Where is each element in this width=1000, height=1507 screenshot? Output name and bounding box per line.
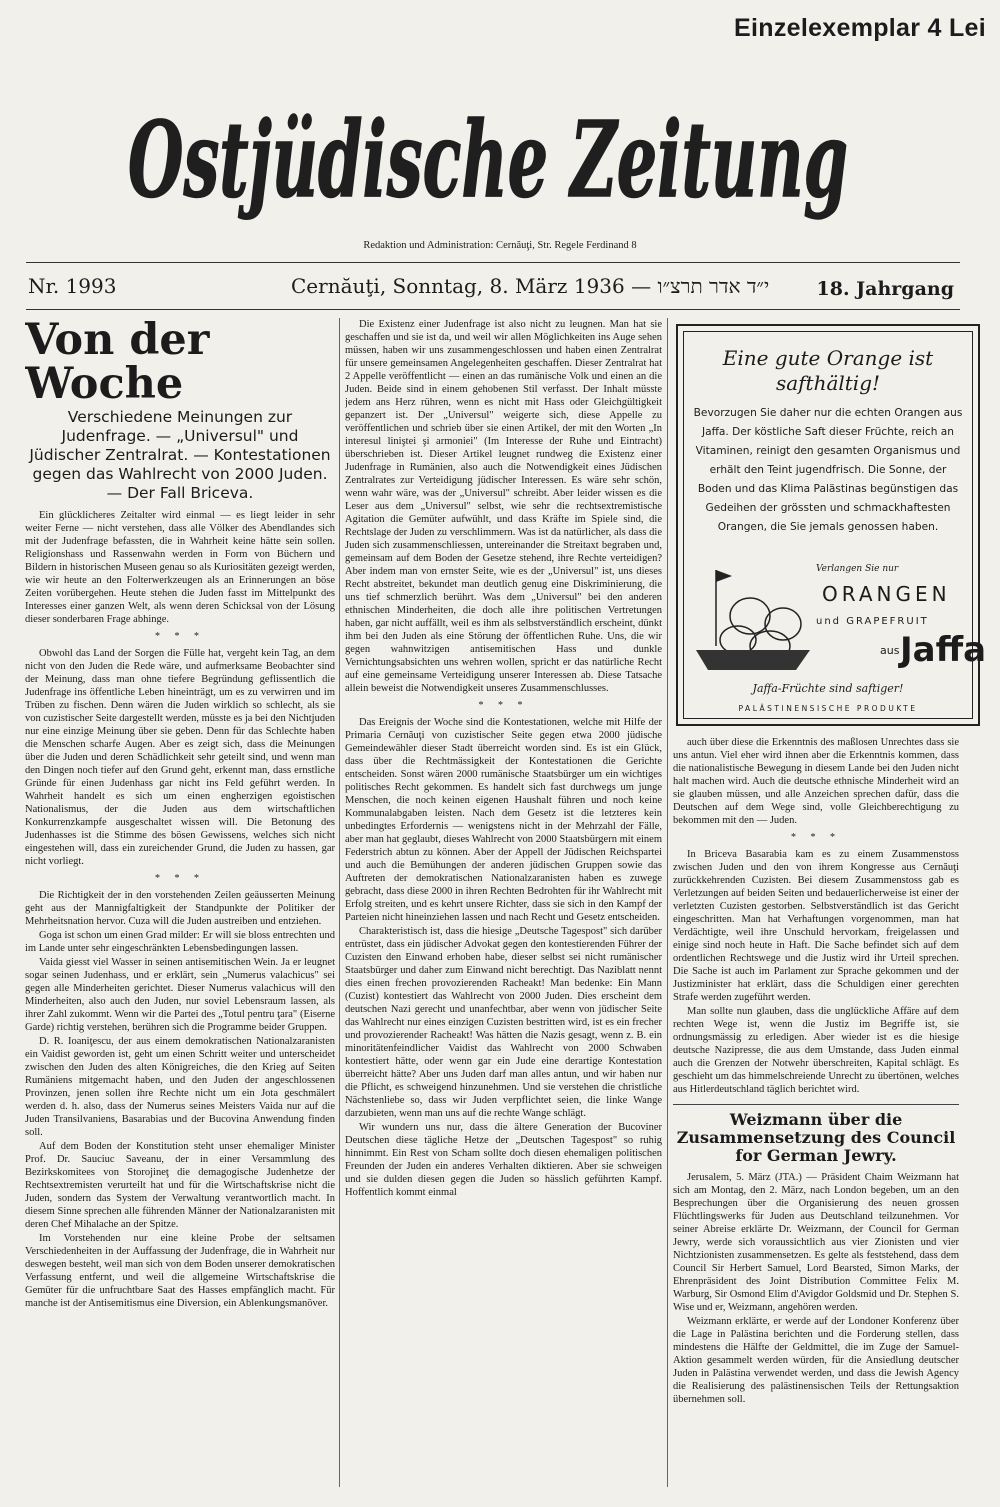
masthead-title	[118, 68, 858, 233]
paragraph: Jerusalem, 5. März (JTA.) — Präsident Chaim Weizmann hat sich am Montag, den 2. März, nach London begeben, um an den Besprechungen über die Organisierung des neuen grossen Flüchtlingswerks für Juden aus Deutschland teilzunehmen. Vor seiner Abreise erklärte Dr. Weizmann, der Council for German Jewry, werde sich voraussichtlich aus vier Zionisten und vier Nichtzionisten zusammensetzen. Es gelte als feststehend, dass dem Council Sir Herbert Samuel, Lord Bearsted, Simon Marks, der Ehrenpräsident des Joint Distribution Committee Felix M. Warburg, Sir Osmond Elim d'Avigdor Goldsmid und Dr. Stephen S. Wise und er, Weizmann, angehören werden.	[673, 1172, 959, 1313]
paragraph: D. R. Ioaniţescu, der aus einem demokratischen Nationalzaranisten ein Vaidist geworden ist, geht um einen Schritt weiter und unterscheidet zwischen den Juden des alten Königreiches, die den Krieg auf Seiten Rumäniens mitgemacht haben, und den Juden der angeschlossenen Provinzen, jenen sollen ihre Rechte nicht um ein Jota geschmälert werden d. h. also, dass der Numerus seines Meisters Vaida nur auf die Juden Transilvaniens, Basarabias und der Bucovina Anwendung finden soll.	[25, 1036, 335, 1138]
article-column-3	[673, 736, 959, 1489]
paragraph: Wir wundern uns nur, dass die ältere Generation der Bucoviner Deutschen diese tägliche Hetze der „Deutschen Tagespost" so ruhig hinnimmt. Ein Rest von Scham sollte doch diesen ehemaligen politischen Freunden der Juden ein anderes Verhalten diktieren. Aber sie schweigen und sie dulden diesen gegen die Juden so hässlich geführten Kampf. Hoffentlich kommt einmal	[345, 1122, 662, 1198]
paragraph: Man sollte nun glauben, dass die unglückliche Affäre auf dem rechten Wege ist, wenn die Justiz im Begriffe ist, sie ordnungsmässig zu erledigen. Aber wieder ist es die hiesige deutsche Nazipresse, die aus dem Umstande, dass Juden einmal auch die Grenzen der Notwehr überschreiten, Kapital schlägt. Es geschieht um das himmelschreiende Unrecht zu übertönen, welches aus Hitlerdeutschland täglich berichtet wird.	[673, 1006, 959, 1095]
place-date: Cernăuţi, Sonntag, 8. März 1936 — י״ד אדר תרצ״ו	[291, 274, 770, 298]
separator-stars: * * *	[478, 700, 529, 711]
separator-stars: * * *	[155, 631, 205, 642]
ad-footer: PALÄSTINENSISCHE PRODUKTE	[738, 704, 918, 713]
issue-number: Nr. 1993	[28, 274, 117, 298]
paragraph: Im Vorstehenden nur eine kleine Probe der seltsamen Verschiedenheiten in der Auffassung der Judenfrage, die in Wahrheit nur deswegen besteht, weil man sich von dem Boden unserer demokratischen Verfassung entfernt, und weil die allgemeine Wirtschaftskrise die Gemüter für die unfruchtbare Saat des Hasses empfänglich macht. Für manche ist der Antisemitismus eine Diversion, ein Ablenkungsmanöver.	[25, 1233, 335, 1309]
masthead-text: Ostjüdische Zeitung	[128, 98, 848, 221]
ad-aus: aus	[880, 644, 900, 657]
paragraph: Obwohl das Land der Sorgen die Fülle hat, vergeht kein Tag, an dem nicht von den Juden die Rede wäre, und aufmerksame Beobachter sind der Meinung, dass man ohne tiefere Begründung geflissentlich die Judenfrage ins öffentliche Leben hineinträgt, um es zu verwirren und im Trüben zu fischen. Denn wären die Juden wirklich so schlecht, als sie von cuzistischer Seite dargestellt werden, müsste es ja bei den Nichtjuden nur eine einzige Meinung über sie geben. Denn für das Schlechte haben die Menschen scharfe Augen. Aber es zeigt sich, dass die Meinungen über die Juden und deren Schädlichkeit sehr geteilt sind, und wenn man den Dingen noch tiefer auf den Grund geht, erkennt man, dass ernstliche Gründe für einen Judenhass gar nicht ins Feld geführt werden. In Wahrheit handelt es sich um einen engherzigen egoistischen Nationalismus, der die Juden aus dem wirtschaftlichen Konkurrenzkampfe ausgeschaltet wissen will. Die Betonung des Judenhasses ist die Stimme des bösen Gewissens, welches sich nicht eingestehen will, dass ein zureichender Grund, die Juden zu hassen, gar nicht vorliegt.	[25, 648, 335, 867]
paragraph: Auf dem Boden der Konstitution steht unser ehemaliger Minister Prof. Dr. Sauciuc Saveanu, der in einer Versammlung des Bezirkskomitees von Storojineţ die demagogische Judenhetze der Rechtsextremisten verurteilt hat und für die Wirtschaftskrise nicht die Juden, sondern das System der Verwaltung verantwortlich macht. In diesem Sinne sprechen alle führenden Männer der Nationalzaranisten mit deren Chef Mihalache an der Spitze.	[25, 1141, 335, 1230]
ad-jaffa-logo: Jaffa	[900, 630, 987, 670]
article-headline: Von der Woche	[25, 318, 210, 409]
paragraph: Goga ist schon um einen Grad milder: Er will sie bloss entrechten und im Lande unter sehr eingeschränkten Lebensbedingungen lassen.	[25, 930, 335, 954]
weizmann-headline: Weizmann über die Zusammensetzung des Council for German Jewry.	[673, 1104, 959, 1165]
paragraph: In Briceva Basarabia kam es zu einem Zusammenstoss zwischen Juden und den von ihrem Kongresse aus Cernăuţi zurückkehrenden Cuzisten. Bei diesem Zusammenstoss gab es Verletzungen auf beiden Seiten und bedauerlicherweise ist einer der verletzten Cuzisten gestorben. Selbstverständlich ist das Gericht eingeschritten. Man hat Verhaftungen vorgenommen, man hat Verdächtigte, weil ihre Unschuld hervorkam, freigelassen und einige sind noch heute in Haft. Die Sache befindet sich auf dem ordentlichen Rechtswege und die Justiz wird ihr Urteil sprechen. Die Sache ist auch im Parlament zur Sprache gekommen und der Justizminister hat erklärt, dass die Schuldigen einer gerechten Strafe werden zugeführt werden.	[673, 849, 959, 1003]
jaffa-advertisement	[676, 324, 987, 726]
orange-ship-illustration	[688, 558, 818, 678]
paragraph: Das Ereignis der Woche sind die Kontestationen, welche mit Hilfe der Primaria Cernăuţi von cuzistischer Seite gegen etwa 2000 jüdische Gemeindewähler dieser Stadt überreicht worden sind. Es ist ein Glück, dass über die Rechtmässigkeit der Kontestationen die Gerichte entscheiden. Sonst wären 2000 rumänische Staatsbürger um ein wichtiges politisches Recht gekommen. Es handelt sich fast durchwegs um junge Menschen, die noch keinen eigenen Haushalt führen und noch keine Kommunalabgaben leisten. Nach dem Gesetz ist die letzteres kein unbedingtes Erfordernis — wenigstens nicht in der Mehrzahl der Fälle, aber man hat geglaubt, dieses Wahlrecht von 2000 Staatsbürgern mit einem Federstrich abtun zu können. Aber der Appell der Jüdischen Reichspartei und auch die Bemühungen der anderen jüdischen Gruppen sowie das Auftreten der demokratischen Nationalzaranisten haben es zuwege gebracht, dass diese 2000 in ihren Rechten Bedrohten für ihr Wahlrecht mit Erfolg streiten, und es kehrt unsere Richter, dass sie sich in den Kampf der Parteien nicht hineinziehen lassen und nach Recht und Gesetz entscheiden.	[345, 717, 662, 923]
dateline	[26, 262, 960, 310]
paragraph: Die Richtigkeit der in den vorstehenden Zeilen geäusserten Meinung geht aus der Mannigfaltigkeit der Standpunkte der Politiker der Mehrheitsnation hervor. Cuza will die Juden austreiben und entziehen.	[25, 890, 335, 927]
column-rule	[339, 318, 340, 1487]
ad-slogan: Jaffa-Früchte sind saftiger!	[752, 682, 904, 695]
ad-grapefruit: und GRAPEFRUIT	[816, 616, 929, 627]
paragraph: Weizmann erklärte, er werde auf der Londoner Konferenz über die Lage in Palästina berichten und die Forderung stellen, dass mindestens die Hälfte der Geldmittel, die im Zuge der Samuel-Aktion gesammelt werden würden, für die Ansiedlung deutscher Juden in Palästina verwendet werden, und dass die Jewish Agency die Realisierung des palästinensischen Teils der Rettungsaktion übernehmen soll.	[673, 1316, 959, 1405]
separator-stars: * * *	[791, 832, 841, 843]
ad-orangen: ORANGEN	[822, 582, 951, 606]
paragraph: Charakteristisch ist, dass die hiesige „Deutsche Tagespost" sich darüber entrüstet, dass ein jüdischer Advokat gegen den kontestierenden Führer der Cuzisten den Einwand erhoben habe, dieser selbst sei nicht rumänischer Staatsbürger und daher zum Einwand nicht berechtigt. Das Naziblatt nennt dies einen frechen provozierenden Racheakt! Man bedenke: Ein Mann (Cuzist) kontestiert das Wahlrecht von 2000 Juden. Dies erscheint dem deutschen Nazi gerecht und unanfechtbar, aber wenn von jüdischer Seite das Wahlrecht nur eines einzigen Cuzisten bestritten wird, ist es ein frecher und provozierender Racheakt! Was hätten die Nazis gesagt, wenn z. B. ein minoritätenfeindlicher Vaidist das Wahlrecht von 2000 Schwaben kontestiert hätte, oder wenn gar ein Jude eine derartige Kontestation überreicht hätte? Aber uns Juden darf man alles antun, und wir haben nur die Pflicht, es schweigend hinzunehmen. Und sie verstehen die christliche Nächstenliebe so, dass wir Juden verpflichtet seien, die linke Wange darzubieten, wenn man uns auf die rechte Wange schlägt.	[345, 926, 662, 1119]
separator-stars: * * *	[155, 873, 205, 884]
redaktion-line: Redaktion und Administration: Cernăuţi, Str. Regele Ferdinand 8	[363, 240, 637, 251]
article-subhead: Verschiedene Meinungen zur Judenfrage. — „Universul" und Jüdischer Zentralrat. — Kontestationen gegen das Wahlrecht von 2000 Juden. — Der Fall Briceva.	[29, 408, 331, 502]
article-column-1	[25, 318, 335, 1489]
ad-body: Bevorzugen Sie daher nur die echten Orangen aus Jaffa. Der köstliche Saft dieser Früchte, reich an Vitaminen, reinigt den gesamten Organismus und erhält den Teint jugendfrisch. Die Sonne, der Boden und das Klima Palästinas begünstigen das Gedeihen der grössten und schmackhaftesten Orangen, die Sie jemals genossen haben.	[693, 407, 963, 533]
paragraph: Vaida giesst viel Wasser in seinen antisemitischen Wein. Ja er leugnet sogar seinen Judenhass, und er erklärt, sein „Numerus valachicus" sei gegen alle Minderheiten gerichtet. Dieser Numerus valachicus will den Minderheiten, also auch den Juden, nur soviel Lebensraum lassen, als ihrer Zahl zukommt. Wenn wir die Partei des „Totul pentru ţara" (Eiserne Garde) richtig verstehen, berühren sich die Programme beider Gruppen.	[25, 957, 335, 1033]
paragraph: Ein glücklicheres Zeitalter wird einmal — es liegt leider in sehr weiter Ferne — nicht verstehen, dass alle Völker des Abendlandes sich mit der Judenfrage befassten, die in Wahrheit keine hätte sein sollen. Religionshass und Rassenwahn werden in Form von Büchern und Bildern in historischen Museen genau so als Kuriositäten gezeigt werden, wie wir heute an den Folterwerkzeugen als an Erinnerungen an böse Zeiten vorübergehen. Heute stehen die Juden fasst im Mittelpunkt des Interesses einer ganzen Welt, als wenn deren Schicksal von der Lösung dieser sonderbaren Frage abhinge.	[25, 510, 335, 625]
volume: 18. Jahrgang	[816, 278, 954, 300]
ad-title: Eine gute Orange ist safthältig!	[722, 346, 934, 395]
paragraph: auch über diese die Erkenntnis des maßlosen Unrechtes dass sie uns antun. Viel eher wird ihnen aber die Erkenntnis kommen, dass die nationalistische Bewegung in diesem Lande bei den Juden nicht halt machen wird. Auch die deutsche ethnische Minderheit wird an sie glauben müssen, und alle Anzeichen sprechen dafür, dass die Deutschen auf dem Wege sind, volle Gleichberechtigung zu bekommen mit den — Juden.	[673, 737, 959, 826]
price-label: Einzelexemplar 4 Lei	[734, 14, 986, 42]
column-rule	[667, 318, 668, 1487]
paragraph: Die Existenz einer Judenfrage ist also nicht zu leugnen. Man hat sie geschaffen und sie ist da, und weil wir allen Möglichkeiten ins Auge sehen müssen, haben wir uns zusammengeschlossen und haben einen Zentralrat für unsere gemeinsamen Angelegenheiten geschaffen. Dieser Zentralrat hat 2 Appelle veröffentlicht — einen an das rumänische Volk und einen an die Juden. Beide sind in einem gehobenen Stil verfasst. Der Inhalt müsste jedem ans Herz rühren, wenn es nicht mit Hass oder Gleichgültigkeit gepanzert ist. Der „Universul" weigerte sich, diese Appelle zu veröffentlichen und schrieb über sie einen Artikel, der mit den Worten „In interesul liniştei şi armoniei" (Im Interesse der Ruhe und Eintracht) überschrieben ist. Dieser Artikel leugnet rundweg die Existenz einer Judenfrage in Rumänien, also auch die Notwendigkeit eines Jüdischen Zentralrates zur Verteidigung jüdischer Interessen. Es wäre sehr schön, wenn wahr wäre, was der „Universul" schreibt. Aber leider wissen es die Leser aus dem „Universul" selbst, wie sehr die rechtsextremistische Agitation die Gemüter aufwühlt, und dass Kräfte im Spiele sind, die Rechtslage der Juden zu verschlimmern. Was ist da natürlicher, als dass die Juden sich zusammenschliessen, untereinander die Streitaxt begraben und, gemeinsam auf dem Boden der Gesetze stehend, ihre Rechte verteidigen? Aber indem man von ernster Seite, wie es der „Universul" ist, uns dieses Recht abstreitet, bekundet man deutlich genug eine Diskriminierung, die uns tief schmerzlich berührt. Was dem „Universul" bei den anderen ethnischen Minderheiten, die doch alle ihre politischen Vertretungen haben, gar nicht auffällt, weil es ihm als selbstverständlich erscheint, dünkt ihm bei den Juden als eine Störung der öffentlichen Ruhe. Uns, die wir gegen wahnwitzigen antisemitischen Hass und dunkle Vernichtungsabsichten uns wehren wollen, spricht er das natürliche Recht auf eine gemeinsame Verteidigung unserer Interessen ab. Diese Tatsache allein beweist die Notwendigkeit unseres Zusammenschlusses.	[345, 319, 662, 694]
article-column-2	[345, 318, 662, 1489]
ad-verlangen: Verlangen Sie nur	[816, 564, 899, 574]
